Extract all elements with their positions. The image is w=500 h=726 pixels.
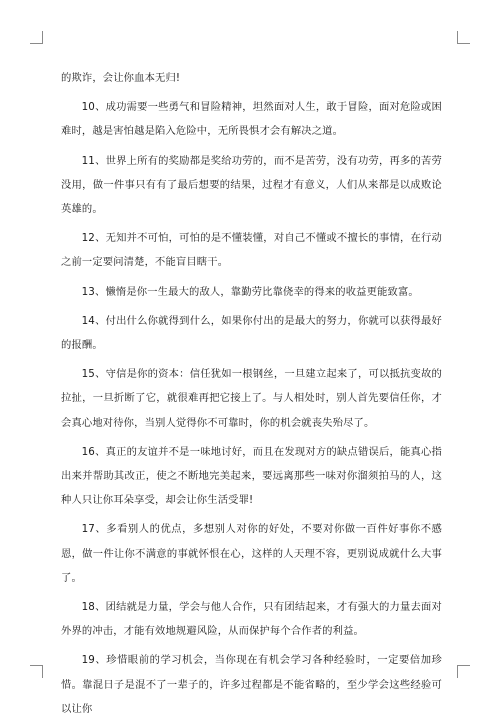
document-body [61,66,442,726]
paragraph-item-19: 19、珍惜眼前的学习机会，当你现在有机会学习各种经验时，一定要倍加珍惜。靠混日子是混不了一辈子的，许多过程都是不能省略的，至少学会这些经验可以让你 [61,654,442,715]
paragraph-item-13: 13、懒惰是你一生最大的敌人，靠勤劳比靠侥幸的得来的收益更能致富。 [81,285,419,298]
paragraph-item-14: 14、付出什么你就得到什么，如果你付出的是最大的努力，你就可以获得最好的报酬。 [61,314,442,352]
paragraph-item-17: 17、多看别人的优点，多想别人对你的好处，不要对你做一百件好事你不感恩，做一件让你不满意的事就怀恨在心，这样的人天理不容，更别说成就什么大事了。 [61,523,442,584]
paragraph-item-18: 18、团结就是力量，学会与他人合作，只有团结起来，才有强大的力量去面对外界的冲击，才能有效地规避风险，从而保护每个合作者的利益。 [61,601,442,638]
paragraph-continuation: 的欺诈，会让你血本无归! [61,72,181,84]
paragraph-item-10: 10、成功需要一些勇气和冒险精神，坦然面对人生，敢于冒险，面对危险或困难时，越是害怕越是陷入危险中，无所畏惧才会有解决之道。 [61,101,442,138]
paragraph-item-11: 11、世界上所有的奖励都是奖给功劳的，而不是苦劳，没有功劳，再多的苦劳没用，做一件事只有有了最后想要的结果，过程才有意义，人们从来都是以成败论英雄的。 [61,154,442,216]
crop-mark-bottom-left [30,665,43,678]
crop-mark-top-right [457,31,470,44]
crop-mark-top-left [30,31,43,44]
paragraph-item-12: 12、无知并不可怕，可怕的是不懂装懂，对自己不懂或不擅长的事情，在行动之前一定要问清楚，不能盲目瞎干。 [61,232,442,269]
crop-mark-bottom-right [457,665,470,678]
paragraph-item-15: 15、守信是你的资本：信任犹如一根钢丝，一旦建立起来了，可以抵抗变故的拉扯，一旦折断了它，就很难再把它接上了。与人相处时，别人首先要信任你，才会真心地对待你，当别人觉得你不可靠时，你的机会就丧失殆尽了。 [61,368,442,429]
paragraph-item-16: 16、真正的友谊并不是一味地讨好，而且在发现对方的缺点错误后，能真心指出来并帮助其改正，使之不断地完美起来，要远离那些一味对你溜须拍马的人，这种人只让你耳朵享受，却会让你生活受罪! [61,445,442,507]
